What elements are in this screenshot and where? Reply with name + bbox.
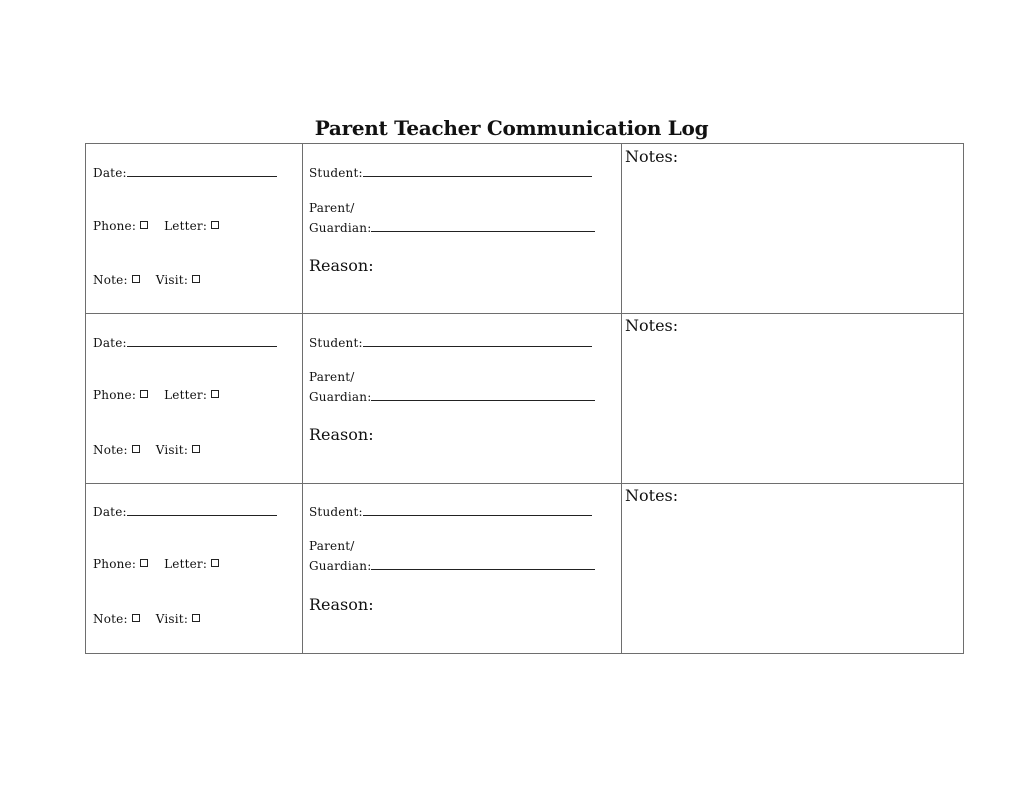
- guardian-field[interactable]: [371, 557, 595, 570]
- guardian-label: Guardian:: [309, 221, 372, 235]
- note-checkbox[interactable]: [132, 275, 140, 283]
- log-entry-3: [85, 483, 964, 654]
- date-field[interactable]: [127, 164, 277, 177]
- note-checkbox[interactable]: [132, 614, 140, 622]
- date-field[interactable]: [127, 334, 277, 347]
- letter-label: Letter:: [164, 388, 208, 402]
- date-row: [93, 334, 277, 350]
- note-checkbox[interactable]: [132, 445, 140, 453]
- visit-label: Visit:: [155, 612, 189, 626]
- student-field[interactable]: [363, 334, 592, 347]
- guardian-row: [309, 219, 595, 235]
- letter-checkbox[interactable]: [211, 390, 219, 398]
- people-cell: [303, 314, 622, 483]
- visit-checkbox[interactable]: [192, 445, 200, 453]
- note-visit-row: [93, 443, 200, 457]
- phone-letter-row: [93, 557, 219, 571]
- note-visit-row: [93, 612, 200, 626]
- visit-checkbox[interactable]: [192, 275, 200, 283]
- reason-label: Reason:: [309, 425, 374, 444]
- note-label: Note:: [93, 443, 128, 457]
- phone-label: Phone:: [93, 388, 137, 402]
- people-cell: [303, 144, 622, 313]
- notes-cell[interactable]: [622, 144, 963, 313]
- visit-label: Visit:: [155, 443, 189, 457]
- people-cell: [303, 484, 622, 653]
- notes-cell[interactable]: [622, 484, 963, 653]
- letter-label: Letter:: [164, 557, 208, 571]
- log-entry-2: [85, 313, 964, 483]
- parent-label: Parent/: [309, 539, 355, 553]
- phone-letter-row: [93, 388, 219, 402]
- notes-label: Notes:: [625, 316, 679, 335]
- parent-label: Parent/: [309, 201, 355, 215]
- student-label: Student:: [309, 166, 363, 180]
- note-visit-row: [93, 273, 200, 287]
- parent-label: Parent/: [309, 370, 355, 384]
- notes-label: Notes:: [625, 486, 679, 505]
- visit-checkbox[interactable]: [192, 614, 200, 622]
- student-row: [309, 503, 592, 519]
- log-entry-1: [85, 143, 964, 313]
- letter-label: Letter:: [164, 219, 208, 233]
- letter-checkbox[interactable]: [211, 221, 219, 229]
- guardian-field[interactable]: [371, 388, 595, 401]
- student-row: [309, 334, 592, 350]
- phone-checkbox[interactable]: [140, 221, 148, 229]
- date-label: Date:: [93, 336, 127, 350]
- guardian-label: Guardian:: [309, 559, 372, 573]
- student-label: Student:: [309, 505, 363, 519]
- page-title: Parent Teacher Communication Log: [314, 116, 709, 140]
- guardian-label: Guardian:: [309, 390, 372, 404]
- guardian-row: [309, 557, 595, 573]
- phone-letter-row: [93, 219, 219, 233]
- date-label: Date:: [93, 505, 127, 519]
- communication-log-table: [85, 143, 964, 654]
- date-row: [93, 503, 277, 519]
- contact-method-cell: [86, 484, 303, 653]
- note-label: Note:: [93, 612, 128, 626]
- date-field[interactable]: [127, 503, 277, 516]
- reason-label: Reason:: [309, 256, 374, 275]
- phone-checkbox[interactable]: [140, 559, 148, 567]
- contact-method-cell: [86, 144, 303, 313]
- phone-checkbox[interactable]: [140, 390, 148, 398]
- notes-label: Notes:: [625, 147, 679, 166]
- letter-checkbox[interactable]: [211, 559, 219, 567]
- date-row: [93, 164, 277, 180]
- notes-cell[interactable]: [622, 314, 963, 483]
- phone-label: Phone:: [93, 219, 137, 233]
- contact-method-cell: [86, 314, 303, 483]
- student-label: Student:: [309, 336, 363, 350]
- visit-label: Visit:: [155, 273, 189, 287]
- guardian-row: [309, 388, 595, 404]
- note-label: Note:: [93, 273, 128, 287]
- student-row: [309, 164, 592, 180]
- student-field[interactable]: [363, 503, 592, 516]
- student-field[interactable]: [363, 164, 592, 177]
- guardian-field[interactable]: [371, 219, 595, 232]
- date-label: Date:: [93, 166, 127, 180]
- reason-label: Reason:: [309, 595, 374, 614]
- phone-label: Phone:: [93, 557, 137, 571]
